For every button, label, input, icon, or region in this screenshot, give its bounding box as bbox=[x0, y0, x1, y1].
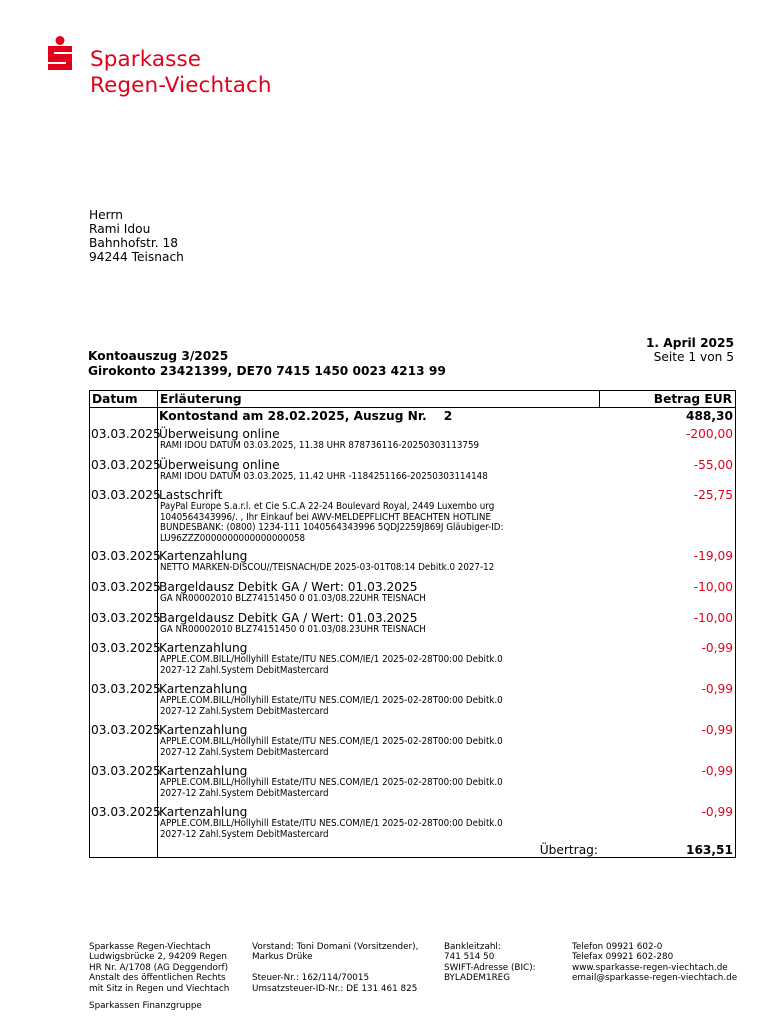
footer-line: www.sparkasse-regen-viechtach.de bbox=[572, 962, 728, 973]
footer-line: email@sparkasse-regen-viechtach.de bbox=[572, 973, 738, 984]
row-detail-line: GA NR00002010 BLZ74151450 0 01.03/08.22UHR TEISNACH bbox=[160, 593, 426, 604]
recipient-street: Bahnhofstr. 18 bbox=[89, 236, 179, 250]
row-detail-line: APPLE.COM.BILL/Hollyhill Estate/ITU NES.COM/IE/1 2025-02-28T00:00 Debitk.0 bbox=[160, 695, 503, 706]
row-date: 03.03.2025 bbox=[91, 641, 161, 655]
footer-address bbox=[89, 942, 229, 994]
row-amount: -25,75 bbox=[693, 488, 733, 502]
row-details bbox=[160, 441, 575, 452]
opening-balance-amount: 488,30 bbox=[685, 409, 733, 423]
row-detail-line: 2027-12 Zahl.System DebitMastercard bbox=[160, 664, 329, 676]
row-date: 03.03.2025 bbox=[91, 611, 161, 625]
row-date: 03.03.2025 bbox=[91, 764, 161, 778]
row-title: Kartenzahlung bbox=[159, 641, 248, 655]
bank-name bbox=[90, 47, 272, 99]
row-detail-line: BUNDESBANK: (0800) 1234-111 1040564343996 5QDJ2259J869J Gläubiger-ID: bbox=[160, 522, 504, 534]
footer-bank-codes bbox=[444, 942, 536, 984]
row-amount: -0,99 bbox=[701, 723, 733, 737]
row-detail-line: APPLE.COM.BILL/Hollyhill Estate/ITU NES.COM/IE/1 2025-02-28T00:00 Debitk.0 bbox=[160, 654, 503, 665]
footer-line: Bankleitzahl: bbox=[444, 942, 501, 952]
row-detail-line: 2027-12 Zahl.System DebitMastercard bbox=[160, 828, 329, 840]
row-title: Bargeldausz Debitk GA / Wert: 01.03.2025 bbox=[159, 611, 418, 625]
row-date: 03.03.2025 bbox=[91, 723, 161, 737]
row-detail-line: 2027-12 Zahl.System DebitMastercard bbox=[160, 705, 329, 717]
row-title: Bargeldausz Debitk GA / Wert: 01.03.2025 bbox=[159, 580, 418, 594]
statement-date: 1. April 2025 bbox=[645, 336, 734, 350]
row-title: Kartenzahlung bbox=[159, 805, 248, 819]
footer-line: Vorstand: Toni Domani (Vorsitzender), bbox=[252, 942, 419, 952]
col-header-date: Datum bbox=[92, 392, 138, 406]
row-amount: -0,99 bbox=[701, 805, 733, 819]
row-title: Kartenzahlung bbox=[159, 682, 248, 696]
row-amount: -0,99 bbox=[701, 682, 733, 696]
row-details bbox=[160, 502, 575, 544]
footer-board bbox=[252, 942, 418, 994]
footer-line: 741 514 50 bbox=[444, 952, 495, 963]
footer-line: HR Nr. A/1708 (AG Deggendorf) bbox=[89, 962, 229, 973]
row-details bbox=[160, 696, 575, 717]
footer-contact bbox=[572, 942, 737, 984]
row-date: 03.03.2025 bbox=[91, 427, 161, 441]
footer-line: Markus Drüke bbox=[252, 952, 313, 963]
col-header-description: Erläuterung bbox=[160, 392, 242, 406]
row-detail-line: 2027-12 Zahl.System DebitMastercard bbox=[160, 746, 329, 758]
row-detail-line: 2027-12 Zahl.System DebitMastercard bbox=[160, 787, 329, 799]
row-details bbox=[160, 778, 575, 799]
row-date: 03.03.2025 bbox=[91, 458, 161, 472]
row-amount: -200,00 bbox=[685, 427, 733, 441]
row-detail-line: PayPal Europe S.a.r.l. et Cie S.C.A 22-24 Boulevard Royal, 2449 Luxembo urg bbox=[160, 501, 495, 512]
row-date: 03.03.2025 bbox=[91, 682, 161, 696]
footer-line: BYLADEM1REG bbox=[444, 973, 511, 984]
opening-balance-label: Kontostand am 28.02.2025, Auszug Nr. 2 bbox=[159, 409, 453, 423]
row-detail-line: APPLE.COM.BILL/Hollyhill Estate/ITU NES.COM/IE/1 2025-02-28T00:00 Debitk.0 bbox=[160, 777, 503, 788]
row-amount: -0,99 bbox=[701, 641, 733, 655]
account-info: Girokonto 23421399, DE70 7415 1450 0023 4213 99 bbox=[88, 364, 446, 378]
row-title: Kartenzahlung bbox=[159, 723, 248, 737]
footer-line: Umsatzsteuer-ID-Nr.: DE 131 461 825 bbox=[252, 983, 418, 994]
row-details bbox=[160, 594, 575, 605]
recipient-city: 94244 Teisnach bbox=[89, 250, 184, 264]
row-date: 03.03.2025 bbox=[91, 488, 161, 502]
footer-line: Steuer-Nr.: 162/114/70015 bbox=[252, 973, 370, 984]
sparkasse-logo-icon bbox=[44, 36, 76, 70]
row-title: Überweisung online bbox=[159, 458, 280, 472]
row-detail-line: APPLE.COM.BILL/Hollyhill Estate/ITU NES.COM/IE/1 2025-02-28T00:00 Debitk.0 bbox=[160, 818, 503, 829]
recipient-address bbox=[89, 208, 184, 264]
row-date: 03.03.2025 bbox=[91, 580, 161, 594]
column-divider bbox=[599, 391, 600, 408]
header-divider bbox=[90, 407, 735, 408]
statement-number: Kontoauszug 3/2025 bbox=[88, 349, 229, 363]
recipient-name: Rami Idou bbox=[89, 222, 151, 236]
row-details bbox=[160, 563, 575, 574]
transactions-table bbox=[89, 390, 736, 858]
footer-line bbox=[252, 963, 418, 973]
row-title: Überweisung online bbox=[159, 427, 280, 441]
row-date: 03.03.2025 bbox=[91, 549, 161, 563]
row-amount: -55,00 bbox=[693, 458, 733, 472]
row-detail-line: RAMI IDOU DATUM 03.03.2025, 11.38 UHR 878736116-20250303113759 bbox=[160, 440, 480, 451]
row-detail-line: 1040564343996/. , Ihr Einkauf bei AWV-MELDEPFLICHT BEACHTEN HOTLINE bbox=[160, 511, 491, 523]
row-date: 03.03.2025 bbox=[91, 805, 161, 819]
footer-line: mit Sitz in Regen und Viechtach bbox=[89, 983, 230, 994]
footer-group: Sparkassen Finanzgruppe bbox=[89, 1001, 202, 1011]
page-indicator: Seite 1 von 5 bbox=[653, 350, 734, 364]
row-title: Kartenzahlung bbox=[159, 764, 248, 778]
row-amount: -10,00 bbox=[693, 611, 733, 625]
bank-name-line2: Regen-Viechtach bbox=[90, 73, 272, 98]
row-details bbox=[160, 737, 575, 758]
col-header-amount: Betrag EUR bbox=[653, 392, 732, 406]
row-title: Lastschrift bbox=[159, 488, 223, 502]
footer-line: Anstalt des öffentlichen Rechts bbox=[89, 973, 226, 984]
footer-line: Ludwigsbrücke 2, 94209 Regen bbox=[89, 952, 227, 963]
row-detail-line: GA NR00002010 BLZ74151450 0 01.03/08.23UHR TEISNACH bbox=[160, 624, 426, 635]
statement-header bbox=[88, 349, 446, 379]
row-details bbox=[160, 472, 575, 483]
row-amount: -10,00 bbox=[693, 580, 733, 594]
footer-line: SWIFT-Adresse (BIC): bbox=[444, 962, 536, 973]
row-details bbox=[160, 625, 575, 636]
row-detail-line: NETTO MARKEN-DISCOU//TEISNACH/DE 2025-03-01T08:14 Debitk.0 2027-12 bbox=[160, 562, 495, 573]
date-block bbox=[646, 336, 734, 364]
row-title: Kartenzahlung bbox=[159, 549, 248, 563]
bank-name-line1: Sparkasse bbox=[90, 47, 202, 72]
footer-line: Sparkasse Regen-Viechtach bbox=[89, 942, 211, 952]
recipient-salutation: Herrn bbox=[89, 208, 123, 222]
row-amount: -0,99 bbox=[701, 764, 733, 778]
row-amount: -19,09 bbox=[693, 549, 733, 563]
carry-amount: 163,51 bbox=[685, 843, 733, 857]
row-details bbox=[160, 655, 575, 676]
footer-line: Telefon 09921 602-0 bbox=[572, 942, 663, 952]
row-detail-line: RAMI IDOU DATUM 03.03.2025, 11.42 UHR -1184251166-20250303114148 bbox=[160, 471, 488, 482]
row-details bbox=[160, 819, 575, 840]
footer-line: Telefax 09921 602-280 bbox=[572, 952, 674, 963]
row-detail-line: LU96ZZZ0000000000000000058 bbox=[160, 532, 306, 544]
carry-label: Übertrag: bbox=[539, 843, 598, 857]
row-detail-line: APPLE.COM.BILL/Hollyhill Estate/ITU NES.COM/IE/1 2025-02-28T00:00 Debitk.0 bbox=[160, 736, 503, 747]
